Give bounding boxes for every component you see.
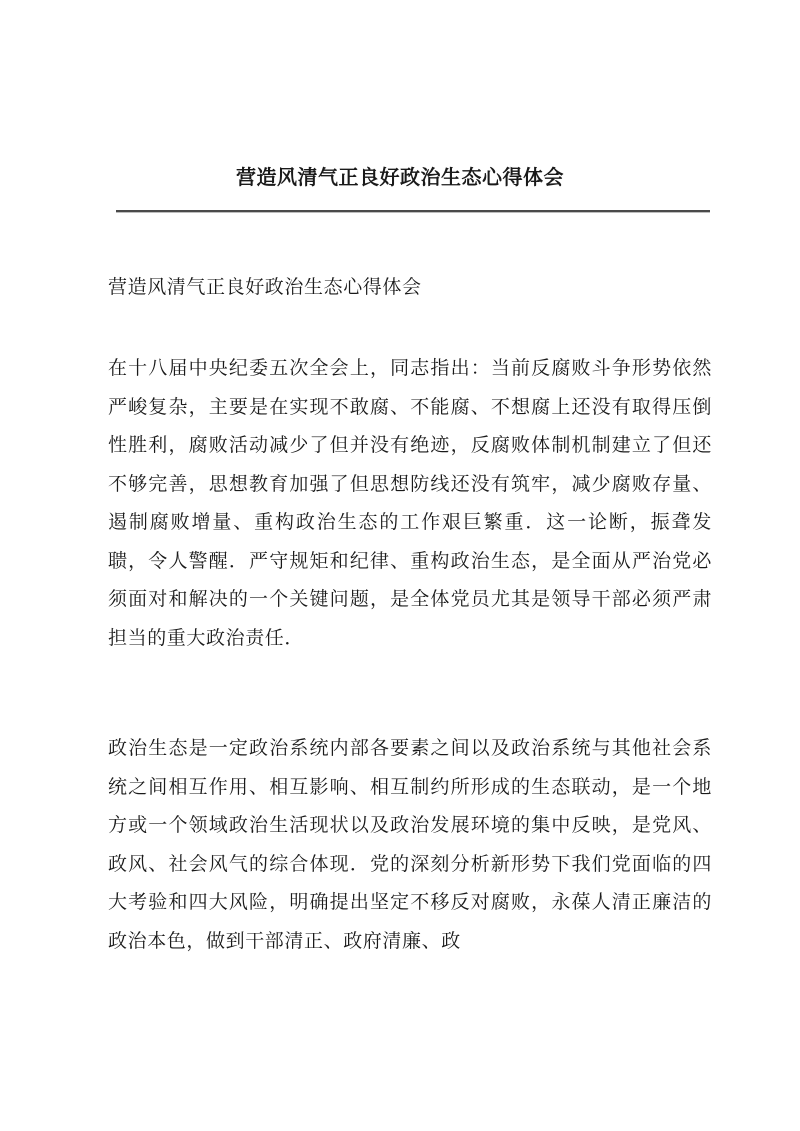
title-divider xyxy=(116,210,710,212)
paragraph-1: 在十八届中央纪委五次全会上，同志指出：当前反腐败斗争形势依然严峻复杂，主要是在实现不敢腐、不能腐、不想腐上还没有取得压倒性胜利，腐败活动减少了但并没有绝迹，反腐败体制机制建立了但还不够完善，思想教育加强了但思想防线还没有筑牢，减少腐败存量、遏制腐败增量、重构政治生态的工作艰巨繁重．这一论断，振聋发聩，令人警醒．严守规矩和纪律、重构政治生态，是全面从严治党必须面对和解决的一个关键问题，是全体党员尤其是领导干部必须严肃担当的重大政治责任． xyxy=(108,357,712,649)
body-heading: 营造风清气正良好政治生态心得体会 xyxy=(108,276,422,298)
paragraph-2: 政治生态是一定政治系统内部各要素之间以及政治系统与其他社会系统之间相互作用、相互影响、相互制约所形成的生态联动，是一个地方或一个领域政治生活现状以及政治发展环境的集中反映，是党风、政风、社会风气的综合体现．党的深刻分析新形势下我们党面临的四大考验和四大风险，明确提出坚定不移反对腐败，永葆人清正廉洁的政治本色，做到干部清正、政府清廉、政 xyxy=(108,737,712,952)
document-title: 营造风清气正良好政治生态心得体会 xyxy=(236,165,564,189)
